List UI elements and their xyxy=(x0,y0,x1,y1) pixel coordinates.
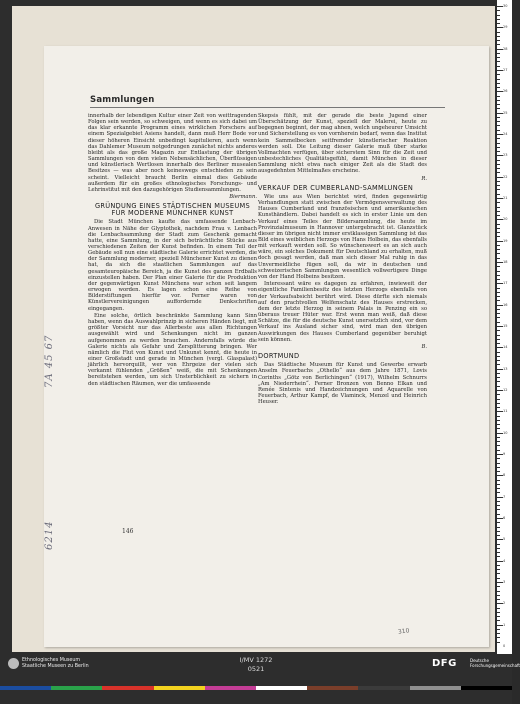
ruler-tick xyxy=(497,202,500,203)
ruler-tick xyxy=(497,207,500,208)
article-heading: VERKAUF DER CUMBERLAND-SAMMLUNGEN xyxy=(258,183,414,192)
institution-subname: Staatliche Museen zu Berlin xyxy=(22,663,89,669)
ruler-tick xyxy=(497,505,500,506)
ruler-tick xyxy=(497,548,500,549)
corner-number: 310 xyxy=(397,627,410,636)
paragraph: Wie uns aus Wien berichtet wird, finden gegenwärtig Verhandlungen statt zwischen der Vermögensverwaltung des Hauses Cumberland und französischen und amerikanischen Kunsthändlern. Dabei handelt es sich in erster Linie um den Verkauf eines Teiles der Bildersammlung, die heute im Provinzialmuseum in Hannover untergebracht ist. Glanzstück dieser im übrigen nicht immer erstklassigen Sammlung ist das Bild eines weiblichen Herzogs von Hans Holbein, das ebenfalls mit verkauft werden soll. So wünschenswert es an sich auch wäre, ein solches Dokument für Deutschland zu erhalten, muß doch gesagt werden, daß man sich dieser Mal ruhig in das Unvermeidliche fügen soll, da wir in deutschen und schweizerischen Sammlungen wesentlich vollwertigere Dinge von der Hand Holbeins besitzen. xyxy=(258,193,427,280)
ruler-tick xyxy=(497,228,500,229)
ruler-label: 7 xyxy=(503,494,506,499)
ruler-tick xyxy=(497,211,500,212)
record-page: 0521 xyxy=(247,664,265,673)
catalog-mark-secondary: 6214 xyxy=(44,520,55,550)
dfg-name-line1: Deutsche xyxy=(470,658,489,663)
ruler-tick xyxy=(497,164,500,165)
paragraph: Die Stadt München kaufte das umfassende Lenbach-Anwesen in Nähe der Glyptothek, nachdem Frau v. Lenbach die Lenbachsammlung der Stadt zum Geschenk gemacht hatte, eine Sammlung, in der sich beträchtliche Stücke aus verschiedenen Zeiten der Kunst befinden. In einem Teil der Gebäude soll nun eine städtische Galerie errichtet werden, die der Sammlung moderner, speziell Münchener Kunst zu dienen hat, da sich die staatlichen Sammlungen auf das gesamteuropäische Bereich, ja die Kunst des ganzen Erdballs einzustellen haben. Der Plan einer Galerie für die Produktion der gegenwärtigen Kunst Münchens war schon seit langem erwogen worden. Es lagen schon eine Reihe von Bilderstiftungen hierfür vor. Ferner waren von Künstlervereinigungen auffordernde Denkschriften eingegangen. xyxy=(88,219,257,312)
ruler-tick xyxy=(497,599,500,600)
ruler-tick xyxy=(497,437,500,438)
ruler-tick xyxy=(497,620,500,621)
ruler-tick xyxy=(497,100,500,101)
ruler-tick xyxy=(497,130,500,131)
ruler-label: 21 xyxy=(503,196,508,200)
ruler-tick xyxy=(497,339,500,340)
ruler-tick xyxy=(497,236,500,237)
record-number: I/MV 1272 xyxy=(239,656,273,664)
ruler-tick xyxy=(497,356,500,357)
record-id xyxy=(236,656,276,673)
ruler-tick xyxy=(497,492,500,493)
ruler-tick xyxy=(497,471,500,472)
ruler-tick xyxy=(497,501,500,502)
ruler-tick xyxy=(497,578,500,579)
ruler-tick xyxy=(497,573,500,574)
color-calibration-strip xyxy=(0,686,512,690)
paragraph: Interessant wäre es dagegen zu erfahren, inwieweit der eigentliche Familienbesitz des letzten Herzogs ebenfalls von der Verkaufsabsicht berührt wird. Diese dürfte sich niemals auf den prachtvollen Welfenschatz des Hauses erstrecken, dem der letzte Herzog in seinem Palais in Penzing ein so überaus treuer Hüter war. Erst wenn man weiß, daß diese Schätze, die für die deutsche Kunst unersetzlich sind, vor dem Verkauf ins Ausland sicher sind, wird man den übrigen Auswirkungen des Hauses Cumberland gegenüber beruhigt sein können. xyxy=(258,281,427,343)
ruler-tick xyxy=(497,612,500,613)
ruler-label: 15 xyxy=(503,324,508,328)
ruler-tick xyxy=(497,83,500,84)
ruler-tick xyxy=(497,19,500,20)
ruler-tick xyxy=(497,32,500,33)
ruler-label: 1 xyxy=(503,622,506,627)
ruler-tick xyxy=(497,215,500,216)
ruler-tick xyxy=(497,275,500,276)
ruler-tick xyxy=(497,450,500,451)
right-column xyxy=(258,113,427,406)
ruler-tick xyxy=(497,189,500,190)
ruler-tick xyxy=(497,467,500,468)
ruler-tick xyxy=(497,394,500,395)
ruler-tick xyxy=(497,565,500,566)
ruler-tick xyxy=(497,364,500,365)
ruler-label: 6 xyxy=(503,516,506,520)
museum-seal-icon xyxy=(8,658,19,669)
ruler-tick xyxy=(497,616,500,617)
ruler-tick xyxy=(497,172,500,173)
ruler-tick xyxy=(497,40,500,41)
ruler-tick xyxy=(497,36,500,37)
ruler-tick xyxy=(497,373,500,374)
dfg-block xyxy=(432,658,520,669)
article-heading: DORTMUND xyxy=(258,352,300,361)
author-signature: Biermann. xyxy=(229,194,257,201)
ruler-tick xyxy=(497,300,500,301)
ruler-tick xyxy=(497,591,500,592)
article-heading: GRÜNDUNG EINES STÄDTISCHEN MUSEUMS FÜR MODERNE MÜNCHNER KUNST xyxy=(95,202,250,218)
ruler-tick xyxy=(497,104,500,105)
ruler-tick xyxy=(497,458,500,459)
dfg-name-line2: Forschungsgemeinschaft xyxy=(470,663,520,668)
ruler-tick xyxy=(497,249,500,250)
ruler-tick xyxy=(497,330,500,331)
ruler-tick xyxy=(497,428,500,429)
ruler-tick xyxy=(497,488,500,489)
ruler-label: 25 xyxy=(503,110,508,115)
ruler-tick xyxy=(497,407,500,408)
ruler-tick xyxy=(497,160,500,161)
section-title: Sammlungen xyxy=(90,95,155,105)
ruler-tick xyxy=(497,292,500,293)
ruler-label: 17 xyxy=(503,281,508,286)
ruler-tick xyxy=(497,10,500,11)
ruler-label: 14 xyxy=(503,345,508,350)
ruler-tick xyxy=(497,544,500,545)
ruler-tick xyxy=(497,386,500,387)
ruler-label: 16 xyxy=(503,302,508,307)
ruler-tick xyxy=(497,445,500,446)
ruler-label: 27 xyxy=(503,68,508,72)
ruler-tick xyxy=(497,147,500,148)
measurement-ruler xyxy=(497,0,512,704)
ruler-tick xyxy=(497,53,500,54)
ruler-tick xyxy=(497,87,500,88)
ruler-tick xyxy=(497,288,500,289)
catalog-mark: 7A 45 67 xyxy=(44,334,55,388)
footer-bar xyxy=(0,654,520,704)
ruler-tick xyxy=(497,44,500,45)
ruler-tick xyxy=(497,335,500,336)
ruler-tick xyxy=(497,232,500,233)
ruler-tick xyxy=(497,271,500,272)
left-column xyxy=(88,113,257,388)
ruler-tick xyxy=(497,79,500,80)
ruler-tick xyxy=(497,403,500,404)
ruler-tick xyxy=(497,57,500,58)
ruler-tick xyxy=(497,23,500,24)
ruler-tick xyxy=(497,309,500,310)
ruler-tick xyxy=(497,642,500,643)
ruler-tick xyxy=(497,522,500,523)
institution-name: Ethnologisches Museum xyxy=(22,658,81,663)
paragraph: innerhalb der lebendigen Kultur einer Zeit von weittragenden Folgen sein werden, so schweigen, und wenn es sich dabei um das klar erkannte Programm eines wirklichen Forschers auf einem Spezialgebiet Asiens handelt, dann muß Herr Bode vor dieser höheren Einsicht unbedingt kapitulieren, auch wenn das Dahlemer Museum notgedrungen zunächst nichts anderes bleibt als das große Magazin zur Entlastung der übrigen Sammlungen von dem vielen Nebensächlichen, Überflüssigen und künstlerisch Wertlosen innerhalb des Berliner musealen Besitzes — was aber noch keineswegs entschieden zu sein scheint. Vielleicht braucht Berlin einmal dies Gebäude außerdem für ein großes ethnologisches Forschungs- und Lehrinstitut mit den dazugehörigen Studiensammlungen. xyxy=(88,113,257,193)
author-signature: B. xyxy=(421,344,427,351)
ruler-tick xyxy=(497,535,500,536)
ruler-tick xyxy=(497,463,500,464)
ruler-tick xyxy=(497,266,500,267)
ruler-tick xyxy=(497,245,500,246)
ruler-tick xyxy=(497,185,500,186)
ruler-tick xyxy=(497,480,500,481)
ruler-tick xyxy=(497,637,500,638)
ruler-tick xyxy=(497,633,500,634)
ruler-tick xyxy=(497,416,500,417)
ruler-label: 29 xyxy=(503,25,508,30)
ruler-tick xyxy=(497,343,500,344)
ruler-tick xyxy=(497,608,500,609)
ruler-label: 9 xyxy=(503,452,506,456)
ruler-label: 12 xyxy=(503,388,508,392)
ruler-tick xyxy=(497,399,500,400)
ruler-tick xyxy=(497,484,500,485)
ruler-label: 20 xyxy=(503,217,508,222)
ruler-tick xyxy=(497,509,500,510)
ruler-label: 3 xyxy=(503,580,506,584)
ruler-tick xyxy=(497,595,500,596)
ruler-tick xyxy=(497,424,500,425)
ruler-tick xyxy=(497,377,500,378)
ruler-label: 11 xyxy=(503,409,508,414)
ruler-tick xyxy=(497,168,500,169)
paragraph: Skepsis fühlt, mit der gerade die beste Jugend einer Überschätzung der Kunst, speziell der Malerei, heute zu begegnen beginnt, der mag ahnen, welch ungeheurer Umsicht und Sicherstellung es von vornherein bedarf, wenn das Institut kein Sammelbecken seitfremder künstlerischer Reaktion werden soll. Die Leitung dieser Galerie muß über starke Vollmachten verfügen, über sicherstem Sinn für die Zeit und unbestechliches Qualitätsgefühl, damit München in dieser Sammlung nicht etwa nach einiger Zeit als die Stadt des ausgedehnten Mittelmaßes erscheine. xyxy=(258,113,427,175)
ruler-tick xyxy=(497,121,500,122)
ruler-tick xyxy=(497,381,500,382)
ruler-tick xyxy=(497,629,500,630)
ruler-tick xyxy=(497,317,500,318)
ruler-tick xyxy=(497,108,500,109)
ruler-tick xyxy=(497,420,500,421)
ruler-tick xyxy=(497,279,500,280)
ruler-tick xyxy=(497,181,500,182)
ruler-tick xyxy=(497,151,500,152)
author-signature: R. xyxy=(421,175,427,182)
ruler-tick xyxy=(497,143,500,144)
ruler-tick xyxy=(497,194,500,195)
ruler-tick xyxy=(497,224,500,225)
ruler-tick xyxy=(497,552,500,553)
ruler-label: 24 xyxy=(503,132,508,136)
ruler-tick xyxy=(497,253,500,254)
ruler-tick xyxy=(497,313,500,314)
ruler-tick xyxy=(497,586,500,587)
ruler-tick xyxy=(497,61,500,62)
ruler-label: 13 xyxy=(503,366,508,371)
ruler-tick xyxy=(497,569,500,570)
ruler-label: 22 xyxy=(503,174,508,179)
ruler-tick xyxy=(497,360,500,361)
ruler-tick xyxy=(497,322,500,323)
ruler-tick xyxy=(497,527,500,528)
ruler-label: 10 xyxy=(503,430,508,435)
ruler-tick xyxy=(497,352,500,353)
ruler-tick xyxy=(497,296,500,297)
ruler-label: 2 xyxy=(503,601,506,606)
ruler-tick xyxy=(497,138,500,139)
ruler-label: 23 xyxy=(503,153,508,158)
ruler-label: 4 xyxy=(503,558,506,563)
ruler-tick xyxy=(497,441,500,442)
ruler-label: 28 xyxy=(503,46,508,51)
ruler-tick xyxy=(497,125,500,126)
ruler-label: 8 xyxy=(503,473,506,478)
ruler-tick xyxy=(497,74,500,75)
paragraph: Eine solche, örtlich beschränkte Sammlung kann Sinn haben, wenn das Auswahlprinzip in sicheren Händen liegt, mit größter Vorsicht nur das Allerbeste aus allen Richtungen ausgewählt wird und Schenkungen nicht im ganzen aufgenommen zu werden brauchen. Andernfalls würde die Galerie nichts als Gefahr und Zersplitterung bringen. Wer nämlich die Flut von Kunst und Unkunst kennt, die heute in einer Großstadt und gerade in München (vergl. Glaspalast) jährlich hervorquillt, wer von Ehrgeize der vielen sich verkannt fühlenden „Größen“ weiß, die mit Schenkungen bereitstehen werden, um sich Unsterblichkeit zu sichern in den städtischen Räumen, wer die umfassende xyxy=(88,312,257,387)
dfg-logo: DFG xyxy=(432,658,457,669)
ruler-tick xyxy=(497,117,500,118)
ruler-tick xyxy=(497,258,500,259)
ruler-tick xyxy=(497,96,500,97)
ruler-label: 19 xyxy=(503,238,508,243)
ruler-label: 30 xyxy=(503,4,508,8)
ruler-label: 26 xyxy=(503,89,508,94)
paragraph: Das Städtische Museum für Kunst und Gewerbe erwarb Anselm Feuerbachs „Othello“ aus dem Jahre 1871, Lovis Corinths „Götz von Berlichingen“ (1917), Wilhelm Schnurrs „Am Niederrhein“. Ferner Bronzen von Benno Elkan und Renée Sintenis und Handzeichnungen und Aquarelle von Feuerbach, Arthur Kampf, de Vlaminck, Menzel und Heinrich Heuser. xyxy=(258,362,427,406)
ruler-label: 5 xyxy=(503,537,506,542)
ruler-label: 18 xyxy=(503,260,508,264)
ruler-tick xyxy=(497,66,500,67)
ruler-tick xyxy=(497,531,500,532)
ruler-label: 0 xyxy=(503,644,506,648)
header-rule xyxy=(90,107,445,108)
ruler-tick xyxy=(497,556,500,557)
ruler-tick xyxy=(497,15,500,16)
ruler-tick xyxy=(497,514,500,515)
page-number: 146 xyxy=(122,528,134,535)
